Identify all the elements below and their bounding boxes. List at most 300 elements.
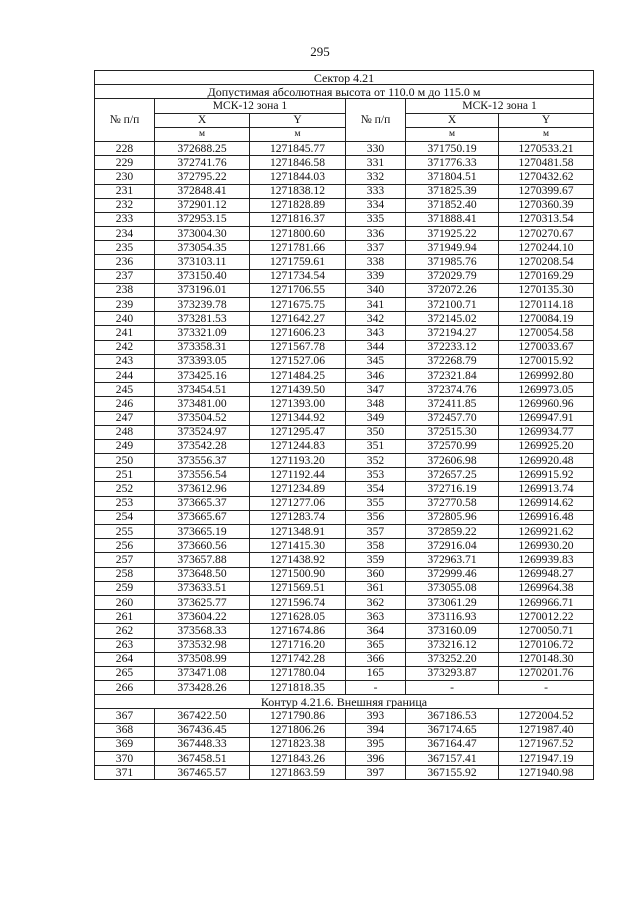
table-row: [95, 298, 594, 312]
unit-x-left: м: [155, 127, 250, 141]
header-y-left: Y: [250, 113, 346, 127]
table-cell: 347: [346, 383, 406, 397]
table-row: [95, 227, 594, 241]
table-cell: 1270015.92: [499, 354, 594, 368]
table-cell: 1271940.98: [499, 766, 594, 780]
table-cell: 372901.12: [155, 198, 250, 212]
table-cell: 338: [346, 255, 406, 269]
table-row: [95, 581, 594, 595]
table-cell: 372411.85: [406, 397, 499, 411]
table-cell: 1270084.19: [499, 312, 594, 326]
contour-title: Контур 4.21.6. Внешняя граница: [95, 695, 594, 709]
table-cell: 263: [95, 638, 155, 652]
table-cell: 331: [346, 156, 406, 170]
table-cell: 235: [95, 241, 155, 255]
table-cell: 372100.71: [406, 298, 499, 312]
table-cell: 353: [346, 468, 406, 482]
table-cell: 1270244.10: [499, 241, 594, 255]
table-cell: 250: [95, 454, 155, 468]
page-number: 295: [310, 44, 330, 59]
table-cell: 372963.71: [406, 553, 499, 567]
table-row: [95, 752, 594, 766]
table-cell: 372770.58: [406, 496, 499, 510]
table-cell: 1270106.72: [499, 638, 594, 652]
table-cell: 373660.56: [155, 539, 250, 553]
table-cell: 373524.97: [155, 425, 250, 439]
table-cell: 371949.94: [406, 241, 499, 255]
table-cell: 372072.26: [406, 283, 499, 297]
table-cell: 244: [95, 368, 155, 382]
table-cell: 1271234.89: [250, 482, 346, 496]
table-cell: 357: [346, 525, 406, 539]
table-cell: -: [499, 681, 594, 695]
table-row: [95, 737, 594, 751]
table-cell: 372953.15: [155, 212, 250, 226]
table-cell: 1270399.67: [499, 184, 594, 198]
table-cell: 372570.99: [406, 439, 499, 453]
table-cell: 259: [95, 581, 155, 595]
table-cell: 266: [95, 681, 155, 695]
table-cell: 372145.02: [406, 312, 499, 326]
table-row: [95, 397, 594, 411]
table-row: [95, 468, 594, 482]
table-cell: 345: [346, 354, 406, 368]
table-cell: 341: [346, 298, 406, 312]
table-cell: 1271823.38: [250, 737, 346, 751]
table-cell: 1271781.66: [250, 241, 346, 255]
table-cell: 245: [95, 383, 155, 397]
table-cell: 372457.70: [406, 411, 499, 425]
table-cell: 258: [95, 567, 155, 581]
table-cell: 361: [346, 581, 406, 595]
table-cell: 1271863.59: [250, 766, 346, 780]
table-cell: 1271344.92: [250, 411, 346, 425]
table-cell: 1271846.58: [250, 156, 346, 170]
table-cell: 355: [346, 496, 406, 510]
table-cell: 373665.37: [155, 496, 250, 510]
table-row: [95, 624, 594, 638]
table-row: [95, 255, 594, 269]
table-cell: 1270033.67: [499, 340, 594, 354]
table-cell: 1269947.91: [499, 411, 594, 425]
table-cell: 373657.88: [155, 553, 250, 567]
table-cell: 358: [346, 539, 406, 553]
table-cell: 362: [346, 595, 406, 609]
table-cell: 373150.40: [155, 269, 250, 283]
table-cell: 354: [346, 482, 406, 496]
table-row: [95, 681, 594, 695]
table-cell: 1271843.26: [250, 752, 346, 766]
table-row: [95, 610, 594, 624]
table-cell: 247: [95, 411, 155, 425]
table-cell: 337: [346, 241, 406, 255]
table-cell: 372321.84: [406, 368, 499, 382]
table-cell: 265: [95, 666, 155, 680]
table-row: [95, 766, 594, 780]
table-cell: 1271675.75: [250, 298, 346, 312]
table-row: [95, 496, 594, 510]
table-cell: 369: [95, 737, 155, 751]
header-x-right: X: [406, 113, 499, 127]
table-cell: 373321.09: [155, 326, 250, 340]
table-cell: 373665.67: [155, 510, 250, 524]
table-cell: 1271596.74: [250, 595, 346, 609]
table-cell: 373508.99: [155, 652, 250, 666]
table-cell: 1271845.77: [250, 141, 346, 155]
table-cell: 371825.39: [406, 184, 499, 198]
table-cell: 253: [95, 496, 155, 510]
table-cell: 1269973.05: [499, 383, 594, 397]
table-cell: 373504.52: [155, 411, 250, 425]
table-cell: 1271295.47: [250, 425, 346, 439]
table-cell: 240: [95, 312, 155, 326]
table-cell: 229: [95, 156, 155, 170]
sector-rows: [95, 141, 594, 694]
table-cell: 1269914.62: [499, 496, 594, 510]
table-cell: -: [406, 681, 499, 695]
table-cell: 246: [95, 397, 155, 411]
table-cell: 373425.16: [155, 368, 250, 382]
table-cell: 367186.53: [406, 709, 499, 723]
table-cell: 1271844.03: [250, 170, 346, 184]
table-cell: 1271800.60: [250, 227, 346, 241]
table-cell: 234: [95, 227, 155, 241]
table-row: [95, 312, 594, 326]
table-cell: 1271283.74: [250, 510, 346, 524]
table-row: [95, 354, 594, 368]
table-row: [95, 709, 594, 723]
table-cell: 1269992.80: [499, 368, 594, 382]
table-cell: 351: [346, 439, 406, 453]
table-row: [95, 425, 594, 439]
table-cell: 1271348.91: [250, 525, 346, 539]
table-cell: 1271828.89: [250, 198, 346, 212]
table-cell: 1271393.00: [250, 397, 346, 411]
table-cell: 1271987.40: [499, 723, 594, 737]
table-cell: 372916.04: [406, 539, 499, 553]
table-cell: 367436.45: [155, 723, 250, 737]
header-y-right: Y: [499, 113, 594, 127]
table-cell: 373054.35: [155, 241, 250, 255]
table-cell: 1270360.39: [499, 198, 594, 212]
table-cell: 352: [346, 454, 406, 468]
table-cell: 1271674.86: [250, 624, 346, 638]
table-cell: 1271192.44: [250, 468, 346, 482]
table-cell: 371852.40: [406, 198, 499, 212]
table-cell: 256: [95, 539, 155, 553]
table-cell: 1271439.50: [250, 383, 346, 397]
table-row: [95, 340, 594, 354]
table-cell: 371804.51: [406, 170, 499, 184]
table-cell: 365: [346, 638, 406, 652]
table-cell: 1271193.20: [250, 454, 346, 468]
table-row: [95, 510, 594, 524]
table-cell: 371888.41: [406, 212, 499, 226]
table-cell: 242: [95, 340, 155, 354]
table-cell: 370: [95, 752, 155, 766]
table-row: [95, 482, 594, 496]
table-cell: 373216.12: [406, 638, 499, 652]
table-cell: 373116.93: [406, 610, 499, 624]
table-row: [95, 368, 594, 382]
table-cell: 1272004.52: [499, 709, 594, 723]
table-cell: 1271606.23: [250, 326, 346, 340]
height-range: Допустимая абсолютная высота от 110.0 м до 115.0 м: [95, 85, 594, 99]
table-cell: 1270169.29: [499, 269, 594, 283]
table-cell: 1269930.20: [499, 539, 594, 553]
table-row: [95, 212, 594, 226]
table-cell: 1269915.92: [499, 468, 594, 482]
table-cell: 249: [95, 439, 155, 453]
table-cell: 1270533.21: [499, 141, 594, 155]
table-cell: 260: [95, 595, 155, 609]
table-cell: 1270270.67: [499, 227, 594, 241]
table-cell: 372741.76: [155, 156, 250, 170]
table-cell: 373061.29: [406, 595, 499, 609]
table-cell: 1271628.05: [250, 610, 346, 624]
table-cell: 243: [95, 354, 155, 368]
table-cell: 1269920.48: [499, 454, 594, 468]
table-cell: 1271642.27: [250, 312, 346, 326]
table-cell: 367465.57: [155, 766, 250, 780]
table-cell: 1271790.86: [250, 709, 346, 723]
table-cell: 257: [95, 553, 155, 567]
table-cell: 372515.30: [406, 425, 499, 439]
table-cell: 373604.22: [155, 610, 250, 624]
table-cell: 372194.27: [406, 326, 499, 340]
header-num-right: № п/п: [346, 99, 406, 142]
table-row: [95, 411, 594, 425]
table-cell: 1271484.25: [250, 368, 346, 382]
unit-x-right: м: [406, 127, 499, 141]
table-cell: 1271569.51: [250, 581, 346, 595]
table-cell: 332: [346, 170, 406, 184]
table-cell: 1270201.76: [499, 666, 594, 680]
table-cell: 1271244.83: [250, 439, 346, 453]
table-cell: 373393.05: [155, 354, 250, 368]
table-cell: 330: [346, 141, 406, 155]
table-cell: 336: [346, 227, 406, 241]
table-cell: 395: [346, 737, 406, 751]
table-cell: 248: [95, 425, 155, 439]
table-cell: 371985.76: [406, 255, 499, 269]
table-row: [95, 539, 594, 553]
table-cell: 254: [95, 510, 155, 524]
table-cell: 1271967.52: [499, 737, 594, 751]
table-cell: 333: [346, 184, 406, 198]
table-cell: 1271527.06: [250, 354, 346, 368]
table-cell: 342: [346, 312, 406, 326]
table-cell: 394: [346, 723, 406, 737]
table-row: [95, 269, 594, 283]
table-cell: 1269925.20: [499, 439, 594, 453]
table-row: [95, 198, 594, 212]
table-cell: 1271716.20: [250, 638, 346, 652]
table-cell: 372374.76: [406, 383, 499, 397]
table-cell: 1271706.55: [250, 283, 346, 297]
table-cell: 1271780.04: [250, 666, 346, 680]
table-cell: 373532.98: [155, 638, 250, 652]
table-cell: 373252.20: [406, 652, 499, 666]
table-cell: 1269916.48: [499, 510, 594, 524]
table-cell: 349: [346, 411, 406, 425]
table-cell: 373665.19: [155, 525, 250, 539]
table-cell: 367: [95, 709, 155, 723]
table-cell: 371925.22: [406, 227, 499, 241]
table-cell: 238: [95, 283, 155, 297]
table-cell: 372233.12: [406, 340, 499, 354]
table-cell: 373293.87: [406, 666, 499, 680]
table-cell: 236: [95, 255, 155, 269]
table-cell: 373625.77: [155, 595, 250, 609]
table-cell: 373648.50: [155, 567, 250, 581]
table-cell: 372657.25: [406, 468, 499, 482]
table-cell: 1271734.54: [250, 269, 346, 283]
table-cell: 1271500.90: [250, 567, 346, 581]
table-cell: 371: [95, 766, 155, 780]
table-cell: 232: [95, 198, 155, 212]
sector-title: Сектор 4.21: [95, 71, 594, 85]
table-cell: 335: [346, 212, 406, 226]
table-cell: 373055.08: [406, 581, 499, 595]
table-cell: 1271759.61: [250, 255, 346, 269]
table-row: [95, 723, 594, 737]
table-cell: 373568.33: [155, 624, 250, 638]
table-cell: 373160.09: [406, 624, 499, 638]
table-row: [95, 595, 594, 609]
table-cell: 372848.41: [155, 184, 250, 198]
header-system-left: МСК-12 зона 1: [155, 99, 346, 113]
contour-rows: [95, 709, 594, 780]
table-cell: 252: [95, 482, 155, 496]
table-row: [95, 283, 594, 297]
table-cell: 360: [346, 567, 406, 581]
table-cell: 1271415.30: [250, 539, 346, 553]
table-cell: 367458.51: [155, 752, 250, 766]
table-row: [95, 156, 594, 170]
table-cell: 372606.98: [406, 454, 499, 468]
table-cell: 251: [95, 468, 155, 482]
table-cell: 1270054.58: [499, 326, 594, 340]
table-cell: 1269948.27: [499, 567, 594, 581]
table-cell: 367157.41: [406, 752, 499, 766]
table-cell: 373358.31: [155, 340, 250, 354]
table-cell: 334: [346, 198, 406, 212]
table-cell: 350: [346, 425, 406, 439]
table-cell: 1270148.30: [499, 652, 594, 666]
table-cell: 344: [346, 340, 406, 354]
table-cell: 373239.78: [155, 298, 250, 312]
table-cell: 373103.11: [155, 255, 250, 269]
table-cell: 339: [346, 269, 406, 283]
table-cell: 367155.92: [406, 766, 499, 780]
table-cell: 373281.53: [155, 312, 250, 326]
table-row: [95, 141, 594, 155]
table-cell: 165: [346, 666, 406, 680]
table-cell: 373471.08: [155, 666, 250, 680]
table-cell: 237: [95, 269, 155, 283]
table-cell: 1270481.58: [499, 156, 594, 170]
table-cell: 233: [95, 212, 155, 226]
table-cell: 393: [346, 709, 406, 723]
table-cell: 373481.00: [155, 397, 250, 411]
table-cell: 343: [346, 326, 406, 340]
table-cell: 1270050.71: [499, 624, 594, 638]
table-cell: 373612.96: [155, 482, 250, 496]
table-cell: 239: [95, 298, 155, 312]
table-cell: 1270135.30: [499, 283, 594, 297]
table-cell: 241: [95, 326, 155, 340]
table-cell: 1269921.62: [499, 525, 594, 539]
table-cell: 372268.79: [406, 354, 499, 368]
header-x-left: X: [155, 113, 250, 127]
table-cell: 1270313.54: [499, 212, 594, 226]
table-cell: 372795.22: [155, 170, 250, 184]
table-cell: 1271806.26: [250, 723, 346, 737]
table-cell: 231: [95, 184, 155, 198]
table-cell: 1269960.96: [499, 397, 594, 411]
table-cell: 372716.19: [406, 482, 499, 496]
table-cell: 1269934.77: [499, 425, 594, 439]
table-cell: 356: [346, 510, 406, 524]
table-cell: 261: [95, 610, 155, 624]
table-cell: 228: [95, 141, 155, 155]
table-cell: 373428.26: [155, 681, 250, 695]
coordinates-table: [94, 70, 594, 780]
unit-y-left: м: [250, 127, 346, 141]
table-row: [95, 525, 594, 539]
table-cell: 1269939.83: [499, 553, 594, 567]
table-row: [95, 454, 594, 468]
table-cell: 372029.79: [406, 269, 499, 283]
table-cell: 346: [346, 368, 406, 382]
table-cell: 264: [95, 652, 155, 666]
table-row: [95, 666, 594, 680]
table-cell: 396: [346, 752, 406, 766]
table-cell: 367422.50: [155, 709, 250, 723]
table-cell: 1271947.19: [499, 752, 594, 766]
table-row: [95, 326, 594, 340]
table-cell: 1270432.62: [499, 170, 594, 184]
table-cell: -: [346, 681, 406, 695]
table-cell: 230: [95, 170, 155, 184]
table-cell: 372805.96: [406, 510, 499, 524]
table-cell: 340: [346, 283, 406, 297]
table-cell: 1270114.18: [499, 298, 594, 312]
table-cell: 363: [346, 610, 406, 624]
table-row: [95, 439, 594, 453]
table-row: [95, 638, 594, 652]
table-cell: 373004.30: [155, 227, 250, 241]
table-row: [95, 567, 594, 581]
table-row: [95, 383, 594, 397]
table-cell: 367174.65: [406, 723, 499, 737]
table-cell: 1271838.12: [250, 184, 346, 198]
table-cell: 364: [346, 624, 406, 638]
table-cell: 1271277.06: [250, 496, 346, 510]
table-cell: 1271567.78: [250, 340, 346, 354]
table-row: [95, 553, 594, 567]
table-cell: 397: [346, 766, 406, 780]
table-cell: 371776.33: [406, 156, 499, 170]
table-cell: 373556.54: [155, 468, 250, 482]
table-cell: 372999.46: [406, 567, 499, 581]
table-cell: 1269966.71: [499, 595, 594, 609]
table-cell: 371750.19: [406, 141, 499, 155]
table-cell: 372688.25: [155, 141, 250, 155]
table-row: [95, 170, 594, 184]
table-cell: 367164.47: [406, 737, 499, 751]
